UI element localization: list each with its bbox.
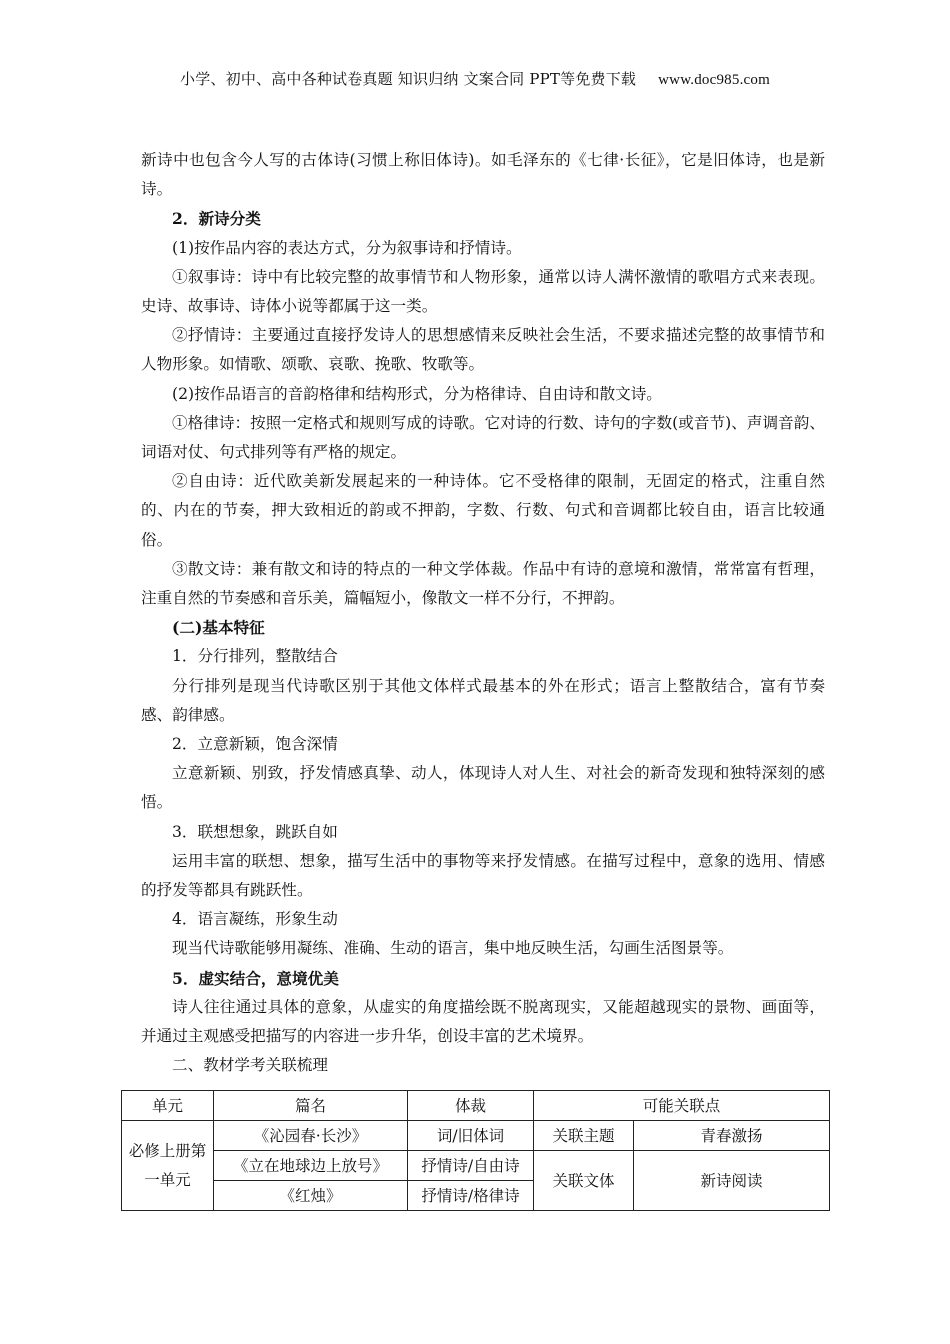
section-heading: 2．新诗分类 xyxy=(172,209,261,229)
header-cell: 单元 xyxy=(122,1091,214,1121)
assoc-type-cell: 关联主题 xyxy=(534,1121,634,1151)
genre-cell: 抒情诗/自由诗 xyxy=(408,1151,534,1181)
paragraph: (1)按作品内容的表达方式，分为叙事诗和抒情诗。 xyxy=(172,238,522,257)
header-url: www.doc985.com xyxy=(658,72,770,88)
paragraph: ③散文诗：兼有散文和诗的特点的一种文学体裁。作品中有诗的意境和激情，常常富有哲理，注重自然的节奏感和音乐美，篇幅短小，像散文一样不分行，不押韵。 xyxy=(141,559,825,608)
paragraph: ①叙事诗：诗中有比较完整的故事情节和人物形象，通常以诗人满怀激情的歌唱方式来表现。史诗、故事诗、诗体小说等都属于这一类。 xyxy=(141,267,825,316)
paragraph: 现当代诗歌能够用凝练、准确、生动的语言，集中地反映生活，勾画生活图景等。 xyxy=(172,939,734,958)
relation-table xyxy=(121,1090,830,1211)
table-row xyxy=(122,1121,830,1151)
unit-cell: 必修上册第一单元 xyxy=(122,1121,214,1211)
subheading: 5．虚实结合，意境优美 xyxy=(172,968,339,988)
title-cell: 《红烛》 xyxy=(214,1181,408,1211)
subheading: 2．立意新颖，饱含深情 xyxy=(172,735,338,754)
assoc-type-cell: 关联文体 xyxy=(534,1151,634,1211)
paragraph: ②抒情诗：主要通过直接抒发诗人的思想感情来反映社会生活，不要求描述完整的故事情节和人物形象。如情歌、颂歌、哀歌、挽歌、牧歌等。 xyxy=(141,326,825,374)
table-row xyxy=(122,1151,830,1181)
paragraph: ②自由诗：近代欧美新发展起来的一种诗体。它不受格律的限制，无固定的格式，注重自然的、内在的节奏，押大致相近的韵或不押韵，字数、行数、句式和音调都比较自由，语言比较通俗。 xyxy=(141,472,825,549)
header-text: 小学、初中、高中各种试卷真题 知识归纳 文案合同 PPT等免费下载 xyxy=(180,70,637,88)
header-cell: 篇名 xyxy=(214,1091,408,1121)
paragraph: 运用丰富的联想、想象，描写生活中的事物等来抒发情感。在描写过程中，意象的选用、情感的抒发等都具有跳跃性。 xyxy=(141,851,825,900)
paragraph: 新诗中也包含今人写的古体诗(习惯上称旧体诗)。如毛泽东的《七律·长征》，它是旧体诗，也是新诗。 xyxy=(141,151,825,199)
header-cell: 可能关联点 xyxy=(534,1091,830,1121)
paragraph: ①格律诗：按照一定格式和规则写成的诗歌。它对诗的行数、诗句的字数(或音节)、声调音韵、词语对仗、句式排列等有严格的规定。 xyxy=(141,413,825,462)
section-heading: (二)基本特征 xyxy=(172,618,265,638)
paragraph: 立意新颖、别致，抒发情感真挚、动人，体现诗人对人生、对社会的新奇发现和独特深刻的感悟。 xyxy=(141,764,825,812)
subheading: 4．语言凝练，形象生动 xyxy=(172,910,338,929)
title-cell: 《立在地球边上放号》 xyxy=(214,1151,408,1181)
table-header-row xyxy=(122,1091,830,1121)
assoc-value-cell: 青春激扬 xyxy=(634,1121,830,1151)
assoc-value-cell: 新诗阅读 xyxy=(634,1151,830,1211)
title-cell: 《沁园春·长沙》 xyxy=(214,1121,408,1151)
paragraph: (2)按作品语言的音韵格律和结构形式，分为格律诗、自由诗和散文诗。 xyxy=(172,384,662,403)
header-cell: 体裁 xyxy=(408,1091,534,1121)
subheading: 3．联想想象，跳跃自如 xyxy=(172,822,338,841)
subheading: 1．分行排列，整散结合 xyxy=(172,647,338,666)
genre-cell: 词/旧体词 xyxy=(408,1121,534,1151)
section-heading: 二、教材学考关联梳理 xyxy=(172,1056,328,1075)
genre-cell: 抒情诗/格律诗 xyxy=(408,1181,534,1211)
article-body xyxy=(141,146,825,1081)
paragraph: 诗人往往通过具体的意象，从虚实的角度描绘既不脱离现实，又能超越现实的景物、画面等，并通过主观感受把描写的内容进一步升华，创设丰富的艺术境界。 xyxy=(141,997,825,1046)
page-header xyxy=(0,68,950,89)
paragraph: 分行排列是现当代诗歌区别于其他文体样式最基本的外在形式；语言上整散结合，富有节奏感、韵律感。 xyxy=(141,676,825,724)
